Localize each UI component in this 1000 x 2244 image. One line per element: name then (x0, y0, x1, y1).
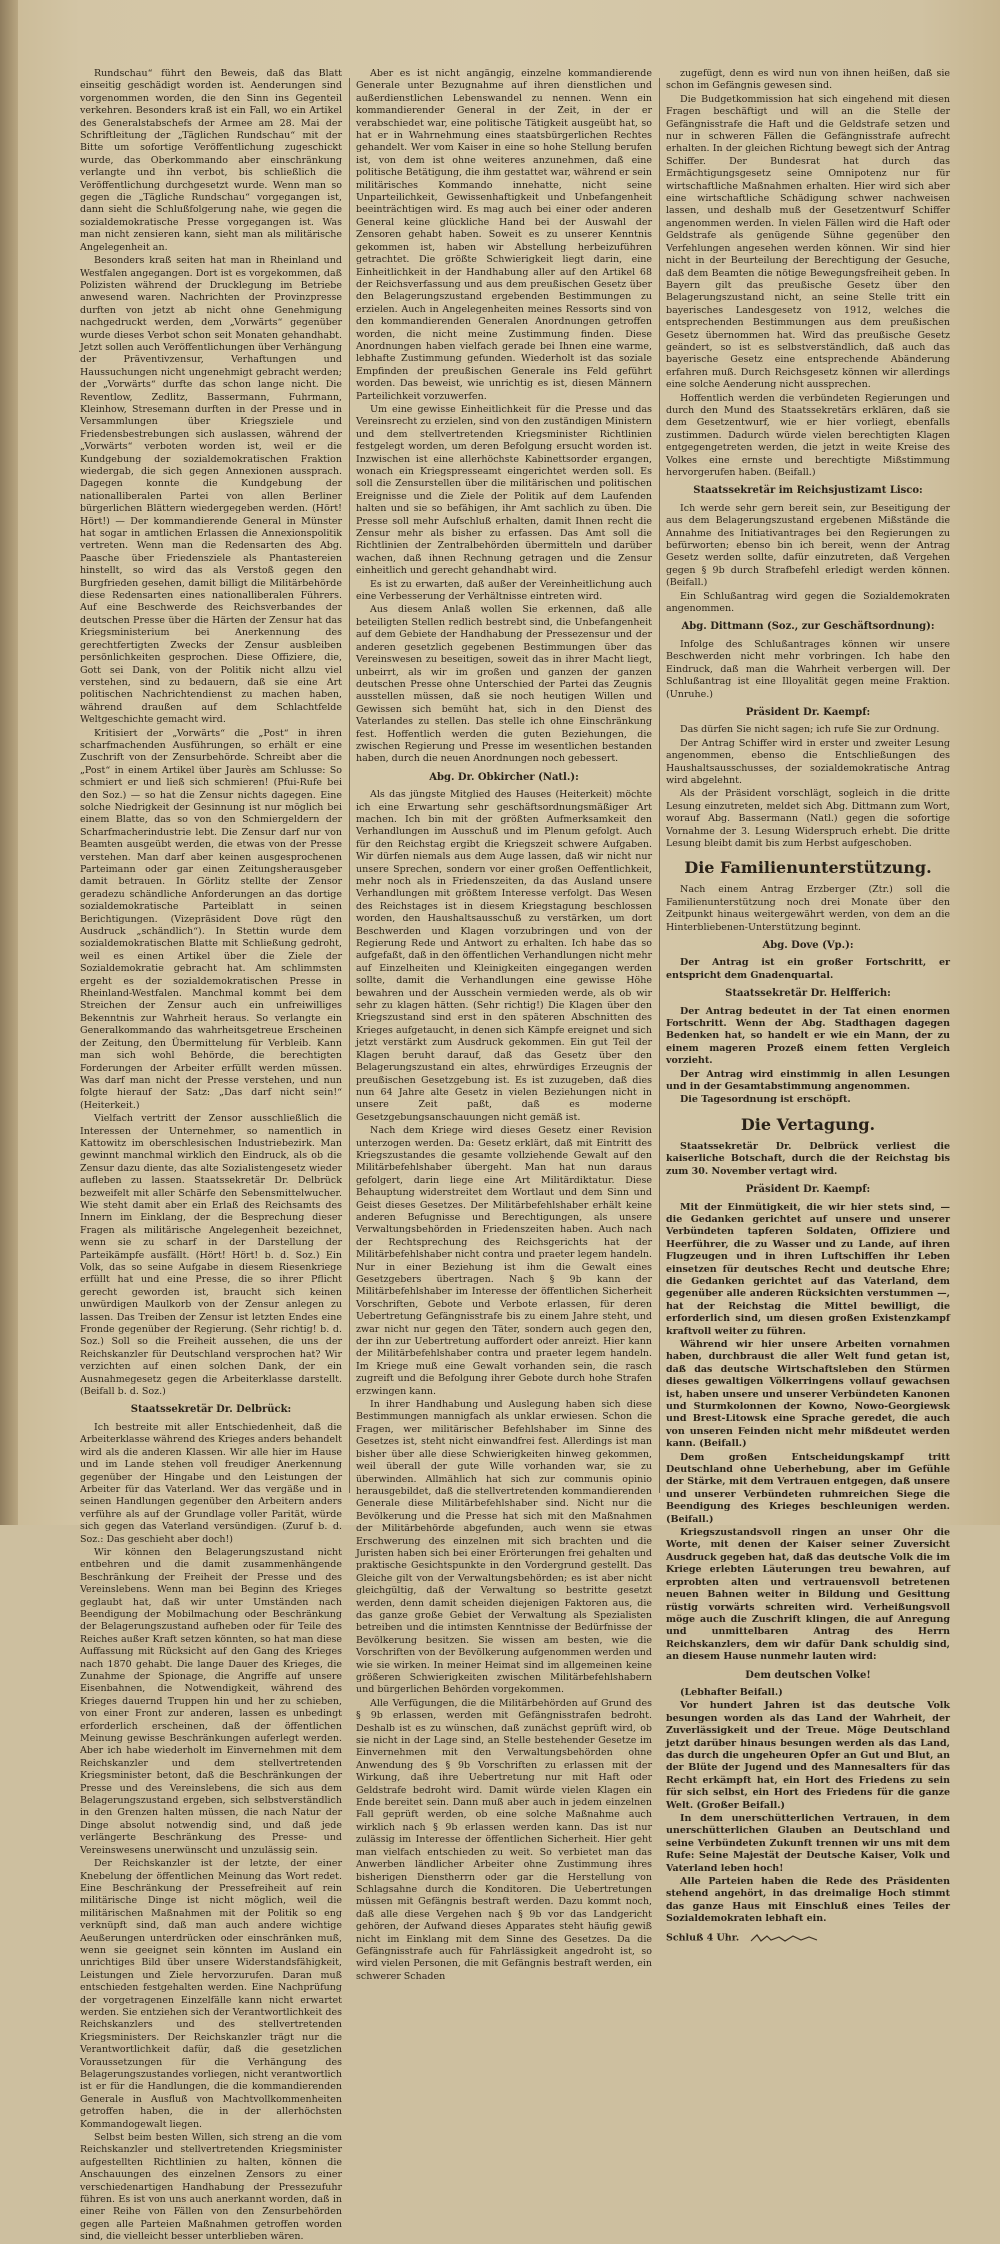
paragraph: Der Antrag ist ein großer Fortschritt, er entspricht dem Gnadenquartal. (666, 957, 950, 981)
column-rule (349, 78, 350, 1493)
paragraph: Die Budgetkommission hat sich eingehend mit diesen Fragen beschäftigt und will an die Stelle der Gefängnisstrafe die Haft und die Geldstrafe setzen und nur in schweren Fällen die Gefängnisstrafe aufrecht erhalten. In der gleichen Richtung bewegt sich der Antrag Schiffer. Der Bundesrat hat durch das Ermächtigungsgesetz seine Omnipotenz nur für wirtschaftliche Maßnahmen erhalten. Hier wird sich aber eine wirtschaftliche Schädigung schwer nachweisen lassen, und deshalb muß der Gesetzentwurf Schiffer angenommen werden. In vielen Fällen wird die Haft oder Geldstrafe als genügende Sühne gegenüber den Verfehlungen angesehen werden können. Wir sind hier nicht in der Beurteilung der Berechtigung der Gesuche, daß dem Beamten die nötige Bewegungsfreiheit geben. In Bayern gilt das preußische Gesetz über den Belagerungszustand nicht, an seine Stelle tritt ein bayerisches Landesgesetz von 1912, welches die entsprechenden Bestimmungen aus dem preußischen Gesetz übernommen hat. Wird das preußische Gesetz geändert, so ist es selbstverständlich, daß auch das bayerische Gesetz eine entsprechende Abänderung erfahren muß. Durch Reichsgesetz können wir allerdings eine solche Aenderung nicht aussprechen. (666, 93, 950, 391)
column-1 (80, 68, 342, 2243)
paragraph: Alle Verfügungen, die die Militärbehörden auf Grund des § 9b erlassen, werden mit Gefängnisstrafen bedroht. Deshalb ist es zu wünschen, daß zunächst geprüft wird, ob sie nicht in der Lage sind, an Stelle bestehender Gesetze im Einvernehmen mit den Verwaltungsbehörden ohne Anwendung des § 9b Vorschriften zu erlassen mit der Wirkung, daß ihre Uebertretung nur mit Haft oder Geldstrafe bedroht wird. Damit würde vielen Klagen ein Ende bereitet sein. Dann muß aber auch in jedem einzelnen Fall geprüft werden, ob eine solche Maßnahme auch wirklich nach § 9b erlassen werden kann. Das ist nur zulässig im Interesse der öffentlichen Sicherheit. Hier geht man vielfach entschieden zu weit. So verbietet man das Anwerben ländlicher Arbeiter ohne Zustimmung ihres bisherigen Dienstherrn oder gar die Herstellung von Schlagsahne durch die Konditoren. Die Uebertretungen müssen mit Gefängnis bestraft werden. Dazu kommt noch, daß alle diese Vergehen nach § 9b vor das Landgericht gehören, der Aufwand dieses Apparates steht häufig gewiß nicht im Einklang mit dem Sinne des Gesetzes. Da die Gefängnisstrafe auch für Fahrlässigkeit angedroht ist, so wird vielen Personen, die mit Gefängnis bestraft werden, ein schwerer Schaden (356, 1697, 652, 1982)
paragraph: Nach dem Kriege wird dieses Gesetz einer Revision unterzogen werden. Da: Gesetz erklärt, daß mit Eintritt des Kriegszustandes die gesamte vollziehende Gewalt auf den Militärbefehlshaber übergeht. Man hat nun daraus gefolgert, darin liege eine Art Militärdiktatur. Diese Behauptung widerstreitet dem Wortlaut und dem Sinn und Geist dieses Gesetzes. Der Militärbefehlshaber erhält keine anderen Befugnisse und Berechtigungen, als unsere Verwaltungsbehörden in Friedenszeiten haben. Auch nach der Rechtsprechung des Reichsgerichts hat der Militärbefehlshaber nicht contra und praeter legem handeln. Nur in einer Beziehung ist ihm die Gewalt eines Gesetzgebers übertragen. Nach § 9b kann der Militärbefehlshaber im Interesse der öffentlichen Sicherheit Vorschriften, Gebote und Verbote erlassen, für deren Uebertretung Gefängnisstrafe bis zu einem Jahre steht, und zwar nicht nur gegen den Täter, sondern auch gegen den, der ihn zur Uebertretung auffordert oder anreizt. Hier kann der Militärbefehlshaber contra und praeter legem handeln. Im Kriege muß eine Gewalt vorhanden sein, die rasch zugreift und die Befolgung ihrer Gebote durch hohe Strafen erzwingen kann. (356, 1125, 652, 1397)
paragraph: Aus diesem Anlaß wollen Sie erkennen, daß alle beteiligten Stellen redlich bestrebt sind, die Unbefangenheit auf dem Gebiete der Handhabung der Pressezensur und der anderen gesetzlich gegebenen Bestimmungen über das Vereinswesen zu beseitigen, soweit das in ihrer Macht liegt, unbeirrt, als wir im großen und ganzen der ganzen deutschen Presse ohne Unterschied der Partei das Zeugnis ausstellen müssen, daß sie noch heutigen Willen und Gewissen sich bemüht hat, sich in den Dienst des Vaterlandes zu stellen. Das stelle ich ohne Einschränkung fest. Hoffentlich werden die guten Beziehungen, die zwischen Regierung und Presse im wesentlichen bestanden haben, durch die neuen Anordnungen noch gebessert. (356, 604, 652, 765)
paragraph: Als das jüngste Mitglied des Hauses (Heiterkeit) möchte ich eine Erwartung sehr geschäftsordnungsmäßiger Art machen. Ich bin mit der größten Aufmerksamkeit den Verhandlungen im Ausschuß und im Plenum gefolgt. Auch für den Reichstag ergibt die Kriegszeit schwere Aufgaben. Wir dürfen niemals aus dem Auge lassen, daß wir nicht nur unsere Sprechen, sondern vor einer großen Oeffentlichkeit, mehr noch als in Friedenszeiten, da das Ausland unsere Verhandlungen mit größtem Interesse verfolgt. Das Wesen des Reichstages ist in diesem Kriegstagung beschlossen worden, den Haushaltsausschuß zu verstärken, um dort Beschwerden und Klagen vorzubringen und von der Regierung Rede und Antwort zu erhalten. Ich habe das so aufgefaßt, daß in den öffentlichen Verhandlungen nicht mehr auf Einzelheiten und Kleinigkeiten eingegangen werden sollte, damit die Verhandlungen eine gewisse Höhe bewahren und der Ausschein vermieden werde, als ob wir sehr zu klagen hätten. (Sehr richtig!) Die Klagen über den Kriegszustand sind erst in den späteren Abschnitten des Krieges aufgetaucht, in denen sich Kämpfe ereignet und sich jetzt verstärkt zum Ausdruck gekommen. Ein gut Teil der Klagen beruht darauf, daß das Gesetz über den Belagerungszustand ein altes, ehrwürdiges Erzeugnis der preußischen Gesetzgebung ist. Es ist zuzugeben, daß dies nun 64 Jahre alte Gesetz in vielen Beziehungen nicht in unsere Zeit paßt, daß es moderne Gesetzgebungsanschauungen nicht gemäß ist. (356, 789, 652, 1123)
paragraph: In dem unerschütterlichen Vertrauen, in dem unerschütterlichen Glauben an Deutschland und seine Verbündeten Zukunft trennen wir uns mit dem Rufe: Seine Majestät der Deutsche Kaiser, Volk und Vaterland leben hoch! (666, 1813, 950, 1874)
paragraph: Es ist zu erwarten, daß außer der Vereinheitlichung auch eine Verbesserung der Verhältnisse eintreten wird. (356, 578, 652, 603)
column-3 (666, 68, 950, 1944)
paragraph: Aber es ist nicht angängig, einzelne kommandierende Generale unter Bezugnahme auf ihren dienstlichen und außerdienstlichen Lebenswandel zu nennen. Wenn ein kommandierender General in der Zeit, in der er verabschiedet war, eine politische Tätigkeit ausgeübt hat, so hat er in Wahrnehmung eines staatsbürgerlichen Rechtes gehandelt. Wer vom Kaiser in eine so hohe Stellung berufen ist, von dem ist ohne weiteres anzunehmen, daß eine politische Betätigung, die ihm gestattet war, während er sein militärisches Kommando innehatte, nicht seine Unparteilichkeit, Gewissenhaftigkeit und Unbefangenheit beeinträchtigen wird. Es mag auch bei einer oder anderen General keine glückliche Hand bei der Auswahl der Zensoren gehabt haben. Soweit es zu unserer Kenntnis gekommen ist, haben wir Abstellung herbeizuführen getrachtet. Die größte Schwierigkeit liegt darin, eine Einheitlichkeit in der Handhabung aller auf den Artikel 68 der Reichsverfassung und aus dem preußischen Gesetz über den Belagerungszustand ergebenden Bestimmungen zu erzielen. Auch in Angelegenheiten meines Ressorts sind von den kommandierenden Generalen Anordnungen getroffen worden, die nicht meine Zustimmung finden. Diese Anordnungen haben vielfach gerade bei Ihnen eine warme, lebhafte Zustimmung gefunden. Wiederholt ist das soziale Empfinden der preußischen Generale ins Feld geführt worden. Das beweist, wie unrichtig es ist, diesen Männern Parteilichkeit vorzuwerfen. (356, 68, 652, 402)
paragraph: Rundschau“ führt den Beweis, daß das Blatt einseitig geschädigt worden ist. Aenderungen sind vorgenommen worden, die den Sinn ins Gegenteil verkehren. Besonders kraß ist ein Fall, wo ein Artikel des Generalstabschefs der Armee am 28. Mai der Schriftleitung der „Täglichen Rundschau“ mit der Bitte um sofortige Veröffentlichung zugeschickt wurde, das Oberkommando aber einschränkung verlangte und ihn verbot, bis schließlich die Veröffentlichung durchgesetzt wurde. Wenn man so gegen die „Tägliche Rundschau“ vorgegangen ist, dann sieht die Schlußfolgerung nahe, wie gegen die sozialdemokratische Presse vorgegangen ist. Was man nicht zensieren kann, sieht man als militärische Angelegenheit an. (80, 68, 342, 253)
paragraph: Wir können den Belagerungszustand nicht entbehren und die damit zusammenhängende Beschränkung der Freiheit der Presse und des Vereinslebens. Wenn man bei Beginn des Krieges geglaubt hat, daß wir unter Umständen nach Beendigung der Mobilmachung oder Beschränkung der Belagerungszustand aufheben oder für Teile des Reiches außer Kraft setzen könnten, so hat man diese Auffassung mit Rücksicht auf den Gang des Krieges nach 1870 gehabt. Die lange Dauer des Krieges, die Zunahme der Spionage, die Angriffe auf unsere Eisenbahnen, die Notwendigkeit, während des Krieges dauernd Truppen hin und her zu schieben, von einer Front zur anderen, lassen es unbedingt erforderlich erscheinen, daß der öffentlichen Meinung gewisse Beschränkungen auferlegt werden. Aber ich habe wiederholt im Einvernehmen mit dem Reichskanzler und dem stellvertretenden Kriegsminister betont, daß die Beschränkungen der Presse und des Vereinslebens, die sich aus dem Belagerungszustand ergeben, sich selbstverständlich in den Grenzen halten müssen, die nach Natur der Dinge absolut notwendig sind, und daß jede verlängerte Beschränkung des Presse- und Vereinswesens unerwünscht und unzulässig sein. (80, 1546, 342, 1856)
paragraph: Als der Präsident vorschlägt, sogleich in die dritte Lesung einzutreten, meldet sich Abg. Dittmann zum Wort, worauf Abg. Bassermann (Natl.) gegen die sofortige Vornahme der 3. Lesung Widerspruch erhebt. Die dritte Lesung bleibt damit bis zum Herbst aufgeschoben. (666, 788, 950, 849)
speaker-heading: Abg. Dittmann (Soz., zur Geschäftsordnung): (681, 621, 935, 633)
paragraph: Ein Schlußantrag wird gegen die Sozialdemokraten angenommen. (666, 590, 950, 615)
section-headline: Die Vertagung. (740, 1114, 876, 1134)
closing-line (666, 1932, 950, 1945)
speaker-heading: Präsident Dr. Kaempf: (745, 1184, 871, 1196)
section-headline: Die Familienunterstützung. (684, 858, 932, 878)
paragraph: Ich bestreite mit aller Entschiedenheit, daß die Arbeiterklasse während des Krieges anders behandelt wird als die anderen Klassen. Wir alle hier im Hause und im Lande stehen voll freudiger Anerkennung gegenüber der Hingabe und den Leistungen der Arbeiter für das Vaterland. Wer das vergäße und in seinen Handlungen gegenüber den Arbeitern anders verführe als auf der Grundlage voller Parität, würde sich gegen das Vaterland versündigen. (Zuruf b. d. Soz.: Das geschieht aber doch!) (80, 1421, 342, 1545)
paragraph: Während wir hier unsere Arbeiten vornahmen haben, durchbraust die aller Welt fund getan ist, daß das deutsche Wirtschaftsleben den Stürmen dieses gewaltigen Völkerringens vollauf gewachsen ist, haben unsere und unserer Verbündeten Kanonen und Sturmkolonnen der Kowno, Nowo-Georgiewsk und Brest-Litowsk eine Sprache geredet, die auch von unseren Feinden nicht mehr mißdeutet werden kann. (Beifall.) (666, 1338, 950, 1450)
closing-text: Schluß 4 Uhr. (666, 1932, 740, 1944)
paragraph: Der Antrag wird einstimmig in allen Lesungen und in der Gesamtabstimmung angenommen. (666, 1068, 950, 1093)
paragraph: Das dürfen Sie nicht sagen; ich rufe Sie zur Ordnung. (680, 724, 940, 736)
speaker-heading: Abg. Dove (Vp.): (762, 940, 854, 951)
paragraph: Hoffentlich werden die verbündeten Regierungen und durch den Mund des Staatssekretärs erklären, daß sie dem Gesetzentwurf, wie er hier vorliegt, ebenfalls zustimmen. Dadurch würde vielen berechtigten Klagen entgegengetreten werden, die jetzt in weite Kreise des Volkes eine ernste und berechtigte Mißstimmung hervorgerufen haben. (Beifall.) (666, 392, 950, 478)
column-rule (659, 78, 660, 1493)
paragraph: Kritisiert der „Vorwärts“ die „Post“ in ihren scharfmachenden Ausführungen, so erhält er eine Zuschrift von der Zensurbehörde. Schreibt aber die „Post“ in einem Artikel über Jaurès am Schlusse: So schmiert er und ließ sich schmieren! (Pfui-Rufe bei den Soz.) — so hat die Zensur nichts dagegen. Eine solche Niedrigkeit der Gesinnung ist nur möglich bei einem Blatte, das so von den Schmiergeldern der Scharfmacherindustrie lebt. Die Zensur darf nur von Beamten ausgeübt werden, die etwas von der Presse verstehen. Man darf aber keinen ausgesprochenen Parteimann oder gar einen Zeitungsherausgeber damit betrauen. In Görlitz stellte der Zensor geradezu schändliche Anforderungen an das dortige sozialdemokratische Parteiblatt in seinen Berichtigungen. (Vizepräsident Dove rügt den Ausdruck „schändlich“). In Stettin wurde dem sozialdemokratischen Blatte mit Schließung gedroht, weil es einen Artikel über die Ziele der Sozialdemokratie gebracht hat. Am schlimmsten ergeht es der sozialdemokratischen Presse in Rheinland-Westfalen. Manchmal kommt bei dem Streichen der Zensur auch ein unfreiwilliges Bekenntnis zur Wahrheit heraus. So verlangte ein Generalkommando das wahrheitsgetreue Erscheinen der Zeitung, den Übermittelung für Verbleib. Kann man sich wohl Behörde, die berechtigten Forderungen der Arbeiter erfüllt werden müssen. Was darf man nicht der Presse verstehen, und nun folgte hierauf der Satz: „Das darf nicht sein!“ (Heiterkeit.) (80, 727, 342, 1111)
proclamation-heading: Dem deutschen Volke! (745, 1669, 871, 1681)
speaker-heading: Präsident Dr. Kaempf: (745, 706, 871, 718)
paragraph: Mit der Einmütigkeit, die wir hier stets sind, — die Gedanken gerichtet auf unsere und unserer Verbündeten tapferen Soldaten, Offiziere und Heerführer, die zu Wasser und zu Lande, auf ihren Flugzeugen und in ihren Luftschiffen ihr Leben einsetzen für deutsches Recht und deutsche Ehre; die Gedanken gerichtet auf das Vaterland, dem gegenüber alle anderen Rücksichten verstummen —, hat der Reichstag die Mittel bewilligt, die erforderlich sind, um diesen großen Existenzkampf kraftvoll weiter zu führen. (666, 1201, 950, 1337)
paragraph: Der Antrag bedeutet in der Tat einen enormen Fortschritt. Wenn der Abg. Stadthagen dagegen Bedenken hat, so handelt er wie ein Mann, der zu einem mageren Prozeß einem fetten Vergleich vorzieht. (666, 1005, 950, 1067)
paragraph: Der Reichskanzler ist der letzte, der einer Knebelung der öffentlichen Meinung das Wort redet. Eine Beschränkung der Pressefreiheit auf rein militärische Dinge ist nicht möglich, weil die militärischen Maßnahmen mit der Politik so eng verknüpft sind, daß man auch andere wichtige Aeußerungen unterdrücken oder einschränken muß, wenn sie geeignet sein könnten im Ausland ein unrichtiges Bild über unsere Widerstandsfähigkeit, Leistungen und Ziele hervorzurufen. Daran muß entschieden festgehalten werden. Eine Nachprüfung der vorgetragenen Einzelfälle kann nicht erwartet werden. Sie entziehen sich der Verantwortlichkeit des Reichskanzlers und des stellvertretenden Kriegsministers. Der Reichskanzler trägt nur die Verantwortlichkeit dafür, daß die gesetzlichen Voraussetzungen für die Verhängung des Belagerungszustandes vorliegen, nicht verantwortlich ist er für die Handlungen, die die kommandierenden Generale in Ausfluß von Machtvollkommenheiten getroffen haben, die in der allerhöchsten Kommandogewalt liegen. (80, 1858, 342, 2130)
paragraph: Infolge des Schlußantrages können wir unsere Beschwerden nicht mehr vorbringen. Ich habe den Eindruck, daß man die Wahrheit verbergen will. Der Schlußantrag ist eine Illoyalität gegen meine Fraktion. (Unruhe.) (666, 638, 950, 700)
paragraph: Der Antrag Schiffer wird in erster und zweiter Lesung angenommen, ebenso die Entschließungen des Haushaltsausschusses, der sozialdemokratische Antrag wird abgelehnt. (666, 737, 950, 786)
speaker-heading: Staatssekretär Dr. Helfferich: (725, 988, 891, 1000)
paragraph: Vor hundert Jahren ist das deutsche Volk besungen worden als das Land der Wahrheit, der Zuverlässigkeit und der Treue. Möge Deutschland jetzt darüber hinaus besungen werden als das Land, das durch die ungeheuren Opfer an Gut und Blut, an der Blüte der Jugend und des Mannesalters für das Recht erkämpft hat, ein Hort des Friedens zu sein für sich selbst, ein Hort des Friedens für die ganze Welt. (Großer Beifall.) (666, 1700, 950, 1811)
page-binding-edge (0, 0, 18, 1525)
paragraph: Kriegszustandsvoll ringen an unser Ohr die Worte, mit denen der Kaiser seiner Zuversicht Ausdruck gegeben hat, daß das deutsche Volk die im Kriege erlebten Läuterungen treu bewahren, auf erprobten alten und vertrauensvoll betretenen neuen Bahnen weiter in Bildung und Gesittung rüstig vorwärts schreiten wird. Verheißungsvoll möge auch die Zuschrift klingen, die auf Anregung und unmittelbaren Antrag des Herrn Reichskanzlers, dem wir dafür Dank schuldig sind, an diesem Hause nunmehr lauten wird: (666, 1527, 950, 1663)
paragraph: Um eine gewisse Einheitlichkeit für die Presse und das Vereinsrecht zu erzielen, sind von den zuständigen Ministern und dem stellvertretenden Kriegsminister Richtlinien festgelegt worden, um deren Befolgung ersucht worden ist. Inzwischen ist eine allerhöchste Kabinettsorder ergangen, wonach ein Kriegspresseamt eingerichtet werden soll. Es soll die Zensurstellen über die militärischen und politischen Ereignisse und die Ziele der Politik auf dem Laufenden halten und sie so befähigen, ihr Amt sachlich zu üben. Die Presse soll mehr Aufschluß erhalten, damit Ihnen recht die Zensur mehr als bisher zu erfassen. Das Amt soll die Richtlinien der Zentralbehörden übermitteln und darüber wachen, daß ihnen Rechnung getragen und die Zensur einheitlich und gerecht gehandhabt wird. (356, 403, 652, 577)
speaker-heading: Staatssekretär Dr. Delbrück: (130, 1404, 292, 1416)
paragraph: Dem großen Entscheidungskampf tritt Deutschland ohne Ueberhebung, aber im Gefühle der Stärke, mit dem Vertrauen entgegen, daß unsere und unserer Verbündeten ruhmreichen Siege die Beendigung des Krieges beschleunigen werden. (Beifall.) (666, 1451, 950, 1525)
scribble-mark-icon (749, 1932, 819, 1944)
paragraph: Alle Parteien haben die Rede des Präsidenten stehend angehört, in das dreimalige Hoch stimmt das ganze Haus mit Einschluß eines Teiles der Sozialdemokraten lebhaft ein. (666, 1876, 950, 1925)
speaker-heading: Abg. Dr. Obkircher (Natl.): (429, 771, 579, 783)
paragraph: Selbst beim besten Willen, sich streng an die vom Reichskanzler und stellvertretenden Kriegsminister aufgestellten Richtlinien zu halten, können die Anschauungen des einzelnen Zensors zu einer verschiedenartigen Handhabung der Pressezufuhr führen. Es ist von uns auch anerkannt worden, daß in einer Reihe von Fällen von den Zensurbehörden gegen alle Parteien Maßnahmen getroffen worden sind, die vielleicht besser unterblieben wären. (80, 2132, 342, 2243)
paragraph: Ich werde sehr gern bereit sein, zur Beseitigung der aus dem Belagerungszustand ergebenen Mißstände die Annahme des Initiativantrages bei den Regierungen zu befürworten; ebenso bin ich bereit, wenn der Antrag Gesetz werden sollte, dafür einzutreten, daß Vergehen gegen § 9b durch Strafbefehl erledigt werden können. (Beifall.) (666, 502, 950, 589)
paragraph: (Lebhafter Beifall.) (680, 1686, 783, 1698)
paragraph: Nach einem Antrag Erzberger (Ztr.) soll die Familienunterstützung noch drei Monate über den Zeitpunkt hinaus weitergewährt werden, von dem an die Hinterbliebenen-Unterstützung beginnt. (666, 884, 950, 933)
paragraph: Staatssekretär Dr. Delbrück verliest die kaiserliche Botschaft, durch die der Reichstag bis zum 30. November vertagt wird. (666, 1140, 950, 1177)
speaker-heading: Staatssekretär im Reichsjustizamt Lisco: (693, 485, 923, 497)
paragraph: Besonders kraß seiten hat man in Rheinland und Westfalen angegangen. Dort ist es vorgekommen, daß Polizisten während der Drucklegung im Betriebe anwesend waren. Nachrichten der Provinzpresse durften von jetzt ab nicht ohne Genehmigung nachgedruckt werden, dem „Vorwärts“ gegenüber wurde dieses Verbot schon seit Monaten gehandhabt. Jetzt sollen auch Veröffentlichungen über Verhängung der Präventivzensur, Verhaftungen und Haussuchungen nicht ungenehmigt gebracht werden; der „Vorwärts“ durfte das schon lange nicht. Die Reventlow, Zedlitz, Bassermann, Fuhrmann, Kleinhow, Stresemann durften in der Presse und in Versammlungen über Kriegsziele und Friedensbestrebungen sich auslassen, während der „Vorwärts“ verboten worden ist, weil er die Kundgebung der sozialdemokratischen Fraktion wiedergab, die sich gegen Annexionen aussprach. Dagegen konnte die Kundgebung der nationalliberalen Partei von allen Berliner bürgerlichen Blättern wiedergegeben werden. (Hört! Hört!) — Der kommandierende General in Münster hat sogar in amtlichen Erlassen die Annexionspolitik vertreten. Wenn man die Redensarten des Abg. Paasche über Friedensziele als Phantastereien hinstellt, so wird das als Verstoß gegen den Burgfrieden gesehen, damit billigt die Militärbehörde diese Redensarten eines nationalliberalen Führers. Auf eine Beschwerde des Reichsverbandes der deutschen Presse über die Härten der Zensur hat das Kriegsministerium bei Anerkennung des gerechtfertigten Zwecks der Zensur ausbleiben persönlichkeiten gesprochen. Diese Offiziere, die, Gott sei Dank, von der Politik nicht allzu viel verstehen, sind zu bedauern, daß sie eine Art politischen Nachrichtendienst zu machen haben, während draußen auf dem Schlachtfelde Weltgeschichte gemacht wird. (80, 255, 342, 726)
paragraph: In ihrer Handhabung und Auslegung haben sich diese Bestimmungen mannigfach als unklar erwiesen. Schon die Fragen, wer militärischer Befehlshaber im Sinne des Gesetzes ist, steht nicht einwandfrei fest. Allerdings ist man bisher über alle diese Schwierigkeiten hinweg gekommen, weil überall der gute Wille vorhanden war, sie zu überwinden. Allmählich hat sich zur communis opinio herausgebildet, daß die stellvertretenden kommandierenden Generale diese Militärbefehlshaber sind. Nicht nur die Bevölkerung und die Presse hat sich mit den Maßnahmen der Militärbehörde abgefunden, auch wenn sie etwas Erschwerung des einzelnen mit sich brachten und die Juristen haben sich bei einer Erörterungen frei gehalten und praktische Gesichtspunkte in den Vordergrund gestellt. Das Gleiche gilt von der Verwaltungsbehörden; es ist aber nicht gleichgültig, daß der Verwaltung so bestritte gesetzt werden, denn damit scheiden diejenigen Faktoren aus, die das ganze große Gebiet der Verwaltung als Spezialisten betreiben und die intimsten Kenntnisse der Bedürfnisse der Bevölkerung besitzen. Sie wissen am besten, wie die Vorschriften von der Bevölkerung aufgenommen werden und wie sie wirken. In meiner Heimat sind im allgemeinen keine größeren Schwierigkeiten zwischen Militärbefehlshabern und bürgerlichen Behörden vorgekommen. (356, 1399, 652, 1696)
column-2 (356, 68, 652, 1982)
paragraph: zugefügt, denn es wird nun von ihnen heißen, daß sie schon im Gefängnis gewesen sind. (666, 68, 950, 92)
paragraph: Die Tagesordnung ist erschöpft. (680, 1094, 851, 1106)
paragraph: Vielfach vertritt der Zensor ausschließlich die Interessen der Unternehmer, so namentlich in Kattowitz im oberschlesischen Industriebezirk. Man gewinnt manchmal wirklich den Eindruck, als ob die Zensur dazu diente, das alte Sozialistengesetz wieder aufleben zu lassen. Staatssekretär Dr. Delbrück bezweifelt mit aller Schärfe den Sebensmittelwucher. Wie steht damit aber ein Erlaß des Reichsamts des Innern im Einklang, der die Besprechung dieser Fragen als militärische Angelegenheit bezeichnet, wenn sie zu scharf in der Darstellung der Parteikämpfe ausfällt. (Hört! Hört! b. d. Soz.) Ein Volk, das so seine Aufgabe in diesem Riesenkriege erfüllt hat und eine Presse, die so ihrer Pflicht gerecht geworden ist, braucht sich keinen unwürdigen Maulkorb von der Zensur anlegen zu lassen. Das Treiben der Zensur ist letzten Endes eine Fronde gegenüber der Regierung. (Sehr richtig! b. d. Soz.) Soll so die Freiheit aussehen, die uns der Reichskanzler für Deutschland versprochen hat? Wir verzichten auf einen solchen Dank, der ein Ausnahmegesetz gegen die Arbeiterklasse darstellt. (Beifall b. d. Soz.) (80, 1113, 342, 1398)
